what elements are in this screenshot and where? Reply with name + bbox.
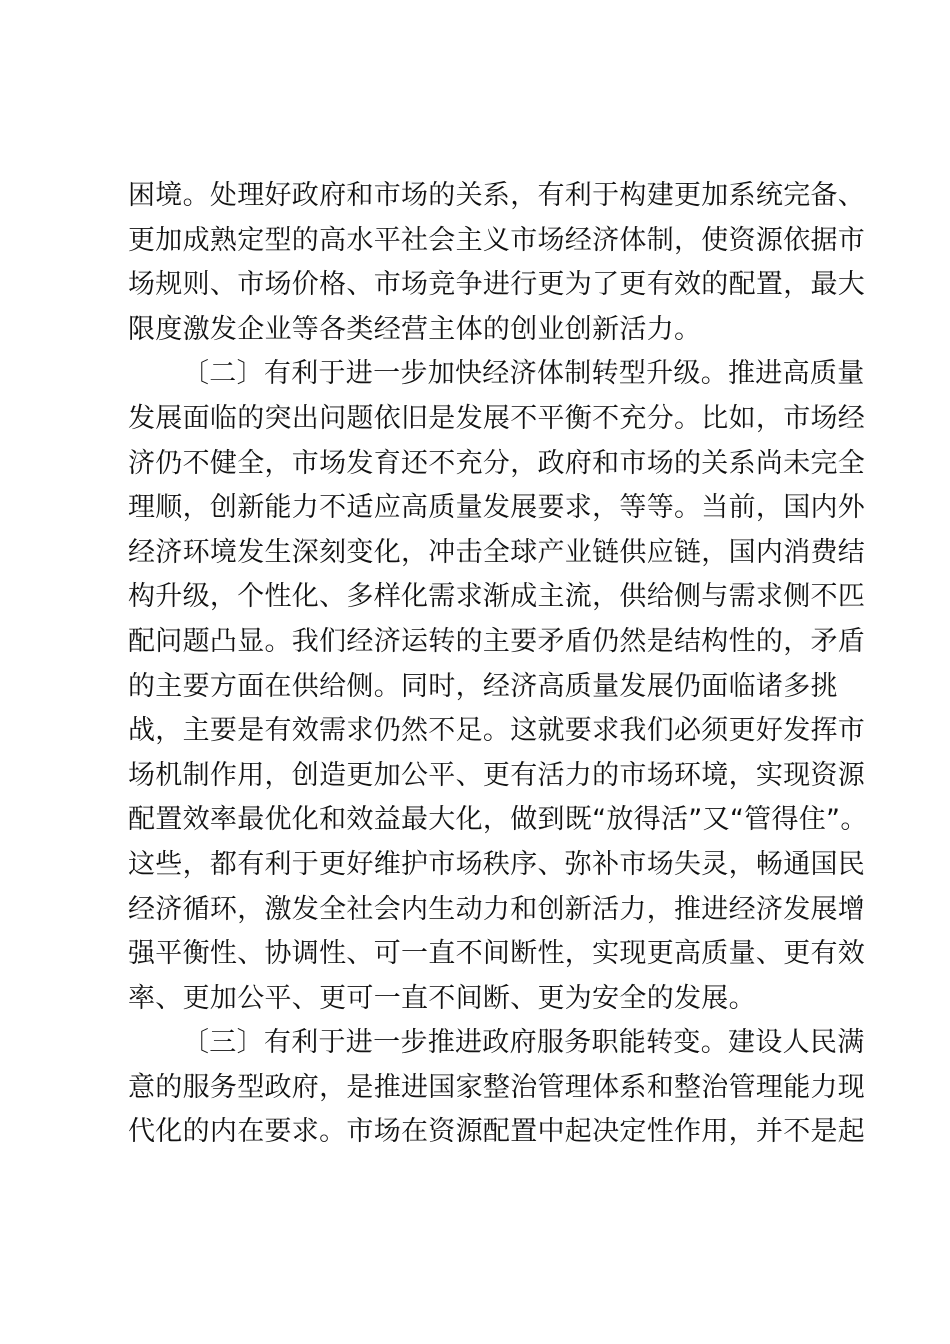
- text-line: 场规则、市场价格、市场竞争进行更为了更有效的配置，最大: [128, 269, 866, 301]
- text-line: 的主要方面在供给侧。同时，经济高质量发展仍面临诸多挑: [128, 670, 838, 702]
- body-text: [128, 174, 868, 1155]
- text-line: 发展面临的突出问题依旧是发展不平衡不充分。比如，市场经: [128, 402, 866, 434]
- section-heading-line: 〔三〕有利于进一步推进政府服务职能转变。建设人民满: [182, 1027, 865, 1059]
- text-line: 战，主要是有效需求仍然不足。这就要求我们必须更好发挥市: [128, 715, 866, 747]
- text-line: 率、更加公平、更可一直不间断、更为安全的发展。: [128, 982, 756, 1014]
- text-line: 济仍不健全，市场发育还不充分，政府和市场的关系尚未完全: [128, 447, 866, 479]
- text-line: 代化的内在要求。市场在资源配置中起决定性作用，并不是起: [128, 1116, 866, 1148]
- text-line: 构升级，个性化、多样化需求渐成主流，供给侧与需求侧不匹: [128, 581, 866, 613]
- text-line: 理顺，创新能力不适应高质量发展要求，等等。当前，国内外: [128, 492, 866, 524]
- text-line: 配置效率最优化和效益最大化，做到既“放得活”又“管得住”。: [128, 804, 868, 836]
- text-line: 配问题凸显。我们经济运转的主要矛盾仍然是结构性的，矛盾: [128, 625, 866, 657]
- text-line: 困境。处理好政府和市场的关系，有利于构建更加系统完备、: [128, 180, 866, 211]
- section-heading-line: 〔二〕有利于进一步加快经济体制转型升级。推进高质量: [182, 358, 865, 390]
- text-line: 经济环境发生深刻变化，冲击全球产业链供应链，国内消费结: [128, 536, 866, 568]
- text-line: 这些，都有利于更好维护市场秩序、弥补市场失灵，畅通国民: [128, 848, 866, 880]
- text-line: 意的服务型政府，是推进国家整治管理体系和整治管理能力现: [128, 1071, 866, 1103]
- text-line: 经济循环，激发全社会内生动力和创新活力，推进经济发展增: [128, 893, 866, 925]
- text-line: 场机制作用，创造更加公平、更有活力的市场环境，实现资源: [128, 759, 866, 791]
- text-line: 强平衡性、协调性、可一直不间断性，实现更高质量、更有效: [128, 938, 866, 970]
- text-line: 更加成熟定型的高水平社会主义市场经济体制，使资源依据市: [128, 224, 866, 256]
- text-line: 限度激发企业等各类经营主体的创业创新活力。: [128, 313, 702, 345]
